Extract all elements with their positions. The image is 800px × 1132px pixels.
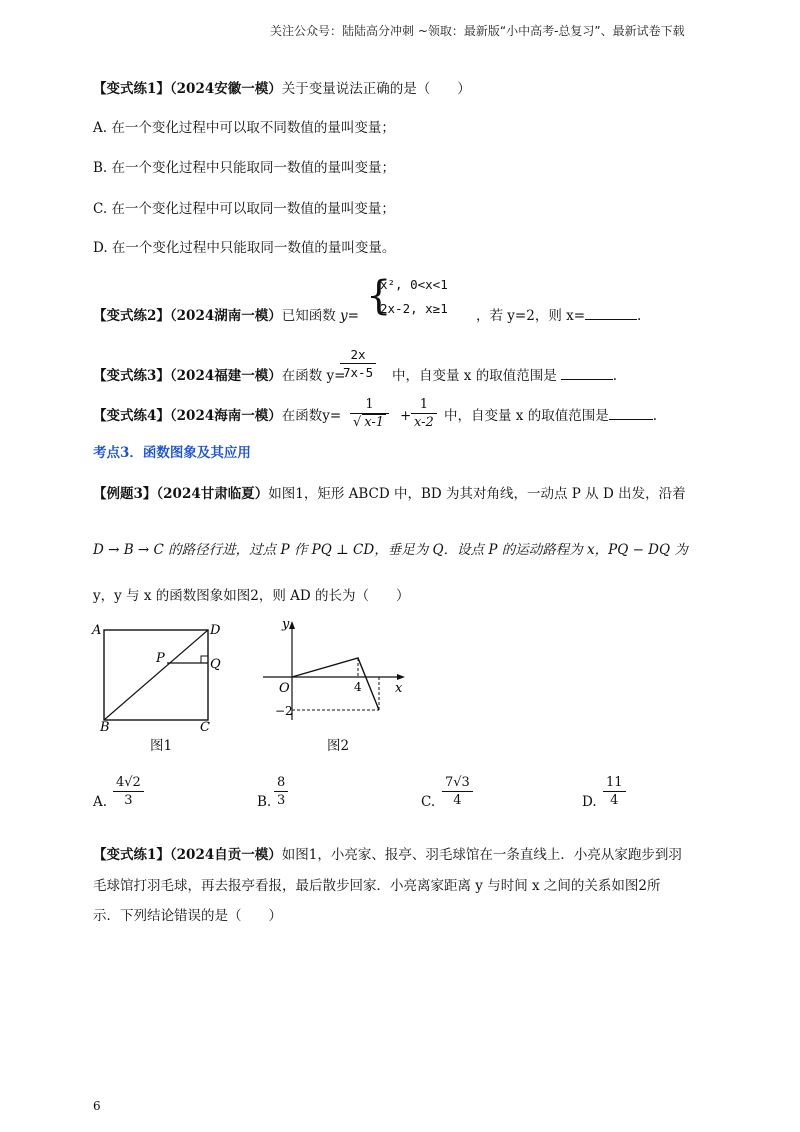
q1-source: （2024安徽一模） <box>169 81 282 97</box>
q1-option-b: B. 在一个变化过程中只能取同一数值的量叫变量； <box>93 160 396 176</box>
q2-y-eq: y= <box>340 308 359 324</box>
q3-after-line <box>392 366 617 386</box>
q2-source: （2024湖南一模） <box>169 308 282 324</box>
q5-source: （2024自贡一模） <box>169 847 282 863</box>
q5-line-2: 毛球馆打羽毛球，再去报亭看报，最后散步回家．小亮离家距离 y 与时间 x 之间的关系如图2所 <box>93 878 661 894</box>
q5-line-1 <box>93 845 682 865</box>
ex3-option-c-num: 7√3 <box>442 774 473 792</box>
q1-option-c: C. 在一个变化过程中可以取同一数值的量叫变量； <box>93 201 395 217</box>
ex3-option-d-num: 11 <box>603 774 626 792</box>
fig2-label-neg2: −2 <box>275 704 293 718</box>
q4-blank <box>609 419 653 420</box>
fig1-label-q: Q <box>210 657 221 672</box>
q1-stem-line <box>93 79 471 99</box>
q2-brace: { <box>366 273 392 319</box>
ex3-source: （2024甘肃临夏） <box>156 486 269 502</box>
right-angle-mark <box>201 656 208 663</box>
ex3-option-b-fraction <box>274 774 288 809</box>
q4-fraction-2 <box>411 396 437 431</box>
fig2-caption: 图2 <box>327 738 350 754</box>
ex3-option-b-letter: B. <box>257 794 272 810</box>
q4-label: 【变式练4】 <box>93 408 170 424</box>
q3-source: （2024福建一模） <box>169 368 282 384</box>
q4-source: （2024海南一模） <box>169 408 282 424</box>
q1-label: 【变式练1】 <box>93 81 170 97</box>
q4-text-after: 中，自变量 x 的取值范围是 <box>444 408 609 424</box>
q5-line-3: 示．下列结论错误的是（ ） <box>93 908 282 924</box>
ex3-option-a-letter: A. <box>93 794 108 810</box>
q2-line <box>93 306 359 326</box>
q4-after-line <box>444 406 657 426</box>
ex3-option-c-fraction <box>442 774 473 809</box>
ex3-option-c-den: 4 <box>453 793 462 808</box>
q2-piece1: x², 0<x<1 <box>380 277 448 292</box>
page-header: 关注公众号：陆陆高分冲刺 ~领取：最新版“小中高考-总复习”、最新试卷下载 <box>270 24 685 38</box>
ex3-option-a-den: 3 <box>124 793 133 808</box>
q5-line1-text: 如图1，小亮家、报亭、羽毛球馆在一条直线上．小亮从家跑步到羽 <box>281 847 682 863</box>
q3-fraction <box>340 346 376 381</box>
q2-after-line <box>476 306 641 326</box>
function-graph <box>292 658 379 710</box>
ex3-figure-2 <box>255 612 415 727</box>
ex3-figure-1 <box>88 618 228 733</box>
ex3-line-1 <box>93 484 686 504</box>
fig1-label-b: B <box>100 720 110 733</box>
ex3-option-d-fraction <box>603 774 626 809</box>
q2-blank <box>585 319 637 320</box>
section-title: 考点3．函数图象及其应用 <box>93 445 251 461</box>
q1-stem: 关于变量说法正确的是（ ） <box>281 81 471 97</box>
ex3-label: 【例题3】 <box>93 486 157 502</box>
q3-text-before: 在函数 y= <box>281 368 346 384</box>
ex3-line-3: y，y 与 x 的函数图象如图2，则 AD 的长为（ ） <box>93 588 410 604</box>
fig2-label-y: y <box>282 617 290 632</box>
q1-option-d: D. 在一个变化过程中只能取同一数值的量叫变量。 <box>93 240 396 256</box>
ex3-option-b-den: 3 <box>277 793 286 808</box>
q2-text-before: 已知函数 <box>281 308 336 324</box>
q3-text-after: 中，自变量 x 的取值范围是 <box>392 368 557 384</box>
q3-numerator: 2x <box>340 346 376 364</box>
page-number: 6 <box>93 1099 101 1113</box>
q5-label: 【变式练1】 <box>93 847 170 863</box>
fig2-label-4: 4 <box>354 680 362 694</box>
y-axis-arrow <box>289 621 295 629</box>
q4-plus: + <box>400 408 412 424</box>
ex3-line-2: D → B → C 的路径行进，过点 P 作 PQ ⊥ CD，垂足为 Q．设点 P 的运动路程为 x，PQ − DQ 为 <box>93 542 688 558</box>
ex3-option-a-fraction <box>113 774 144 809</box>
ex3-option-b-num: 8 <box>274 774 288 792</box>
q4-f2-numerator: 1 <box>411 396 437 414</box>
fig1-label-p: P <box>156 651 165 666</box>
q2-tail: . <box>637 308 642 324</box>
q2-piece2: 2x-2, x≥1 <box>380 301 448 316</box>
q4-f1-numerator: 1 <box>350 396 389 414</box>
ex3-option-a-num: 4√2 <box>113 774 144 792</box>
q3-tail: . <box>612 368 617 384</box>
diagonal-bd <box>104 630 208 720</box>
ex3-option-d-letter: D. <box>582 794 597 810</box>
q4-f1-denominator: x-1 <box>364 415 385 430</box>
fig1-label-c: C <box>200 720 210 733</box>
ex3-line1-text: 如图1，矩形 ABCD 中，BD 为其对角线，一动点 P 从 D 出发，沿着 <box>268 486 686 502</box>
q4-f2-denominator: x-2 <box>414 415 434 430</box>
ex3-option-c-letter: C. <box>421 794 436 810</box>
q3-line <box>93 366 345 386</box>
fig1-caption: 图1 <box>150 738 173 754</box>
ex3-option-d-den: 4 <box>610 793 619 808</box>
q4-tail: . <box>652 408 657 424</box>
q4-fraction-1: $\frac{1}{√ x-1}$ <box>350 396 389 431</box>
q4-line <box>93 406 341 426</box>
q2-label: 【变式练2】 <box>93 308 170 324</box>
q2-text-after: ，若 y=2，则 x= <box>476 308 586 324</box>
q3-denominator: 7x-5 <box>343 365 374 380</box>
fig1-label-a: A <box>92 623 102 638</box>
q4-text-before: 在函数y= <box>281 408 342 424</box>
x-axis-arrow <box>397 674 405 680</box>
q3-blank <box>561 379 613 380</box>
fig2-label-x: x <box>395 681 403 696</box>
q1-option-a: A. 在一个变化过程中可以取不同数值的量叫变量； <box>93 120 395 136</box>
q3-label: 【变式练3】 <box>93 368 170 384</box>
fig1-label-d: D <box>210 623 221 638</box>
fig2-label-o: O <box>279 681 290 696</box>
